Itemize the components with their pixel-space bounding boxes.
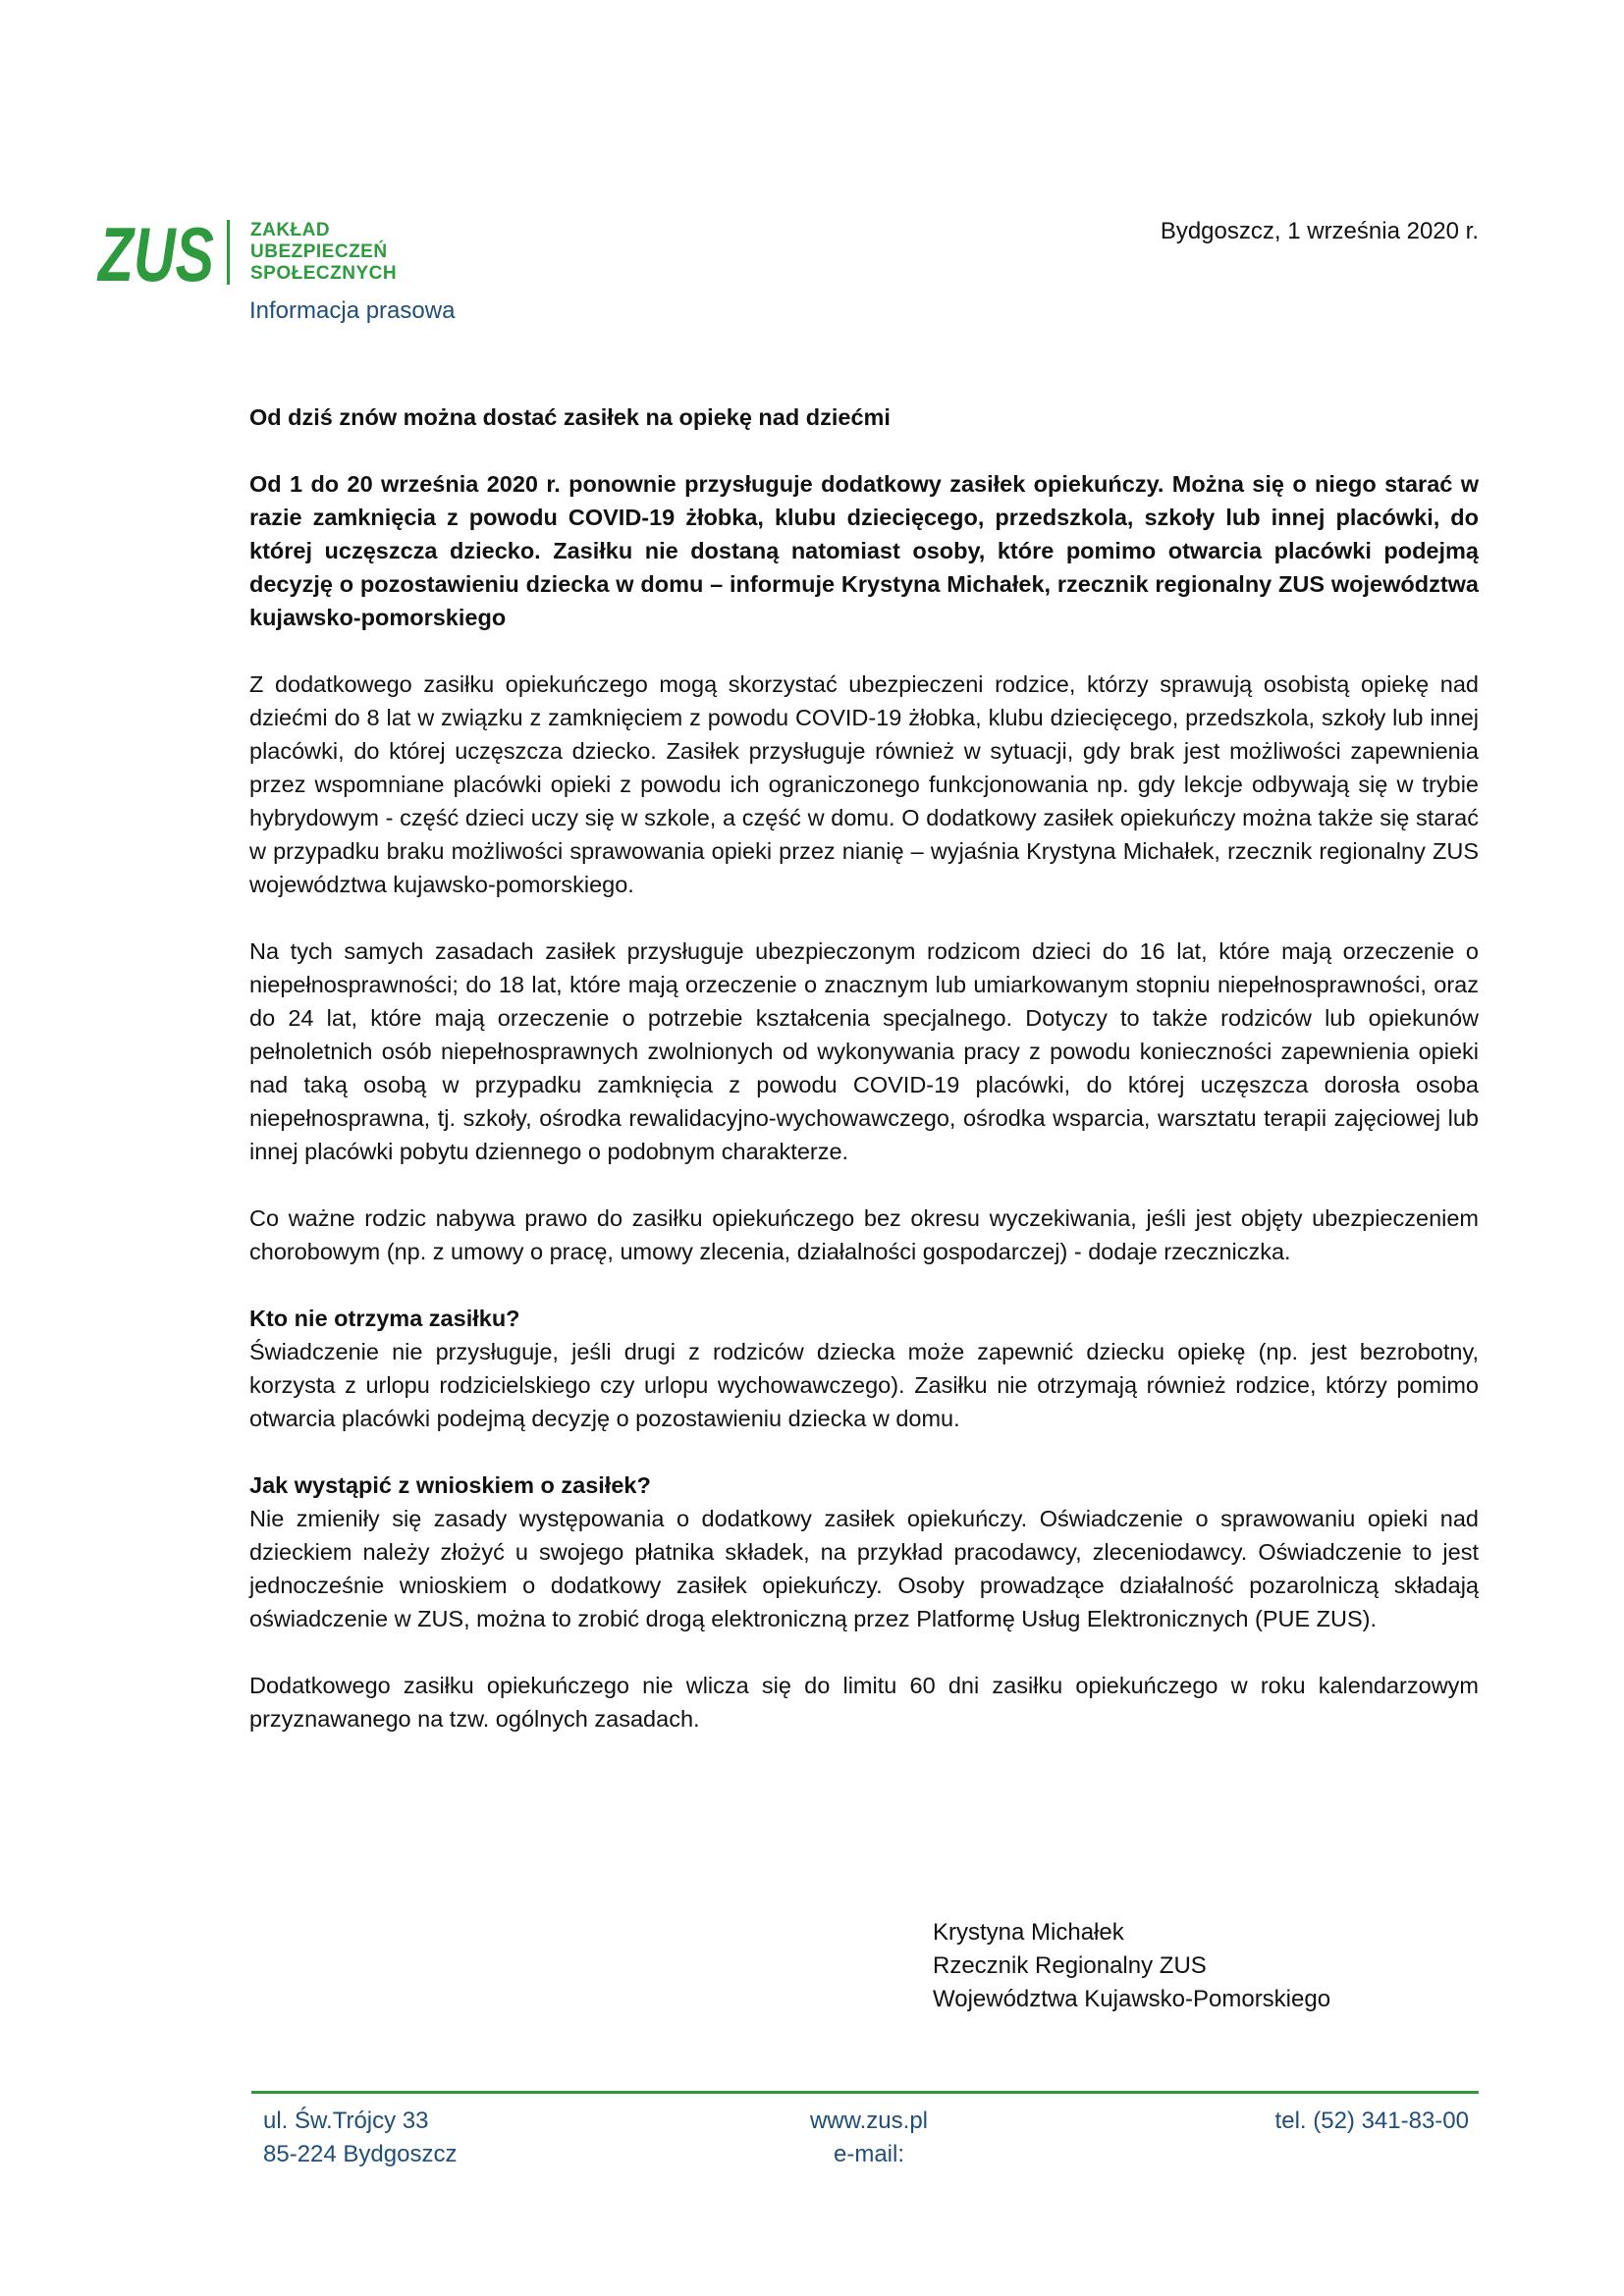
zus-logo: [96, 211, 491, 297]
footer-divider: [251, 2091, 1479, 2094]
document-type-label: Informacja prasowa: [249, 297, 456, 324]
logo-line-2: UBEZPIECZEŃ: [250, 241, 388, 262]
logo-line-3: SPOŁECZNYCH: [250, 263, 398, 284]
footer-address-line-2: 85-224 Bydgoszcz: [263, 2141, 458, 2167]
zus-logo-mark: [96, 211, 216, 297]
signature-role: Rzecznik Regionalny ZUS: [933, 1952, 1207, 1979]
signature-name: Krystyna Michałek: [933, 1919, 1124, 1946]
logo-divider: [227, 220, 230, 285]
paragraph-4: Świadczenie nie przysługuje, jeśli drugi z rodziców dziecka może zapewnić dziecku opiekę (np. jest bezrobotny, korzysta z urlopu rodzicielskiego czy urlopu wychowawczego). Zasiłku nie otrzymają również rodzice, którzy pomimo otwarcia placówki podejmą decyzję o pozostawieniu dziecka w domu.: [249, 1339, 1479, 1431]
logo-text: [250, 220, 506, 285]
footer-phone: [1275, 2105, 1469, 2138]
subheading-how-to-apply: Jak wystąpić z wnioskiem o zasiłek?: [249, 1472, 651, 1498]
footer-web: [785, 2105, 952, 2171]
footer-address: [263, 2105, 457, 2171]
logo-line-1: ZAKŁAD: [250, 220, 331, 240]
signature-block: [933, 1916, 1330, 2016]
article-lead: Od 1 do 20 września 2020 r. ponownie przysługuje dodatkowy zasiłek opiekuńczy. Można się o niego starać w razie zamknięcia z powodu COVID-19 żłobka, klubu dziecięcego, przedszkola, szkoły lub innej placówki, do której uczęszcza dziecko. Zasiłku nie dostaną natomiast osoby, które pomimo otwarcia placówki podejmą decyzję o pozostawieniu dziecka w domu – informuje Krystyna Michałek, rzecznik regionalny ZUS województwa kujawsko-pomorskiego: [249, 471, 1479, 630]
footer-website-link[interactable]: www.zus.pl: [809, 2108, 929, 2134]
place-and-date: Bydgoszcz, 1 września 2020 r.: [1160, 218, 1479, 244]
zus-logo-wordmark: ZUS: [96, 211, 214, 297]
paragraph-5: Nie zmieniły się zasady występowania o dodatkowy zasiłek opiekuńczy. Oświadczenie o sprawowaniu opieki nad dzieckiem należy złożyć u swojego płatnika składek, na przykład pracodawcy, zleceniodawcy. Oświadczenie to jest jednocześnie wnioskiem o dodatkowy zasiłek opiekuńczy. Osoby prowadzące działalność pozarolniczą składają oświadczenie w ZUS, można to zrobić drogą elektroniczną przez Platformę Usług Elektronicznych (PUE ZUS).: [249, 1506, 1479, 1631]
footer-address-line-1: ul. Św.Trójcy 33: [263, 2108, 429, 2134]
article-body: [249, 400, 1479, 1769]
footer-phone-number: tel. (52) 341-83-00: [1274, 2108, 1469, 2134]
paragraph-1: Z dodatkowego zasiłku opiekuńczego mogą skorzystać ubezpieczeni rodzice, którzy sprawują osobistą opiekę nad dziećmi do 8 lat w związku z zamknięciem z powodu COVID-19 żłobka, klubu dziecięcego, przedszkola, szkoły lub innej placówki, do której uczęszcza dziecko. Zasiłek przysługuje również w sytuacji, gdy brak jest możliwości zapewnienia przez wspomniane placówki opieki z powodu ich ograniczonego funkcjonowania np. gdy lekcje odbywają się w trybie hybrydowym - część dzieci uczy się w szkole, a część w domu. O dodatkowy zasiłek opiekuńczy można także się starać w przypadku braku możliwości sprawowania opieki przez nianię – wyjaśnia Krystyna Michałek, rzecznik regionalny ZUS województwa kujawsko-pomorskiego.: [249, 671, 1479, 897]
article-title: Od dziś znów można dostać zasiłek na opiekę nad dziećmi: [249, 404, 891, 430]
subheading-who-not-eligible: Kto nie otrzyma zasiłku?: [249, 1306, 520, 1331]
paragraph-6: Dodatkowego zasiłku opiekuńczego nie wlicza się do limitu 60 dni zasiłku opiekuńczego w roku kalendarzowym przyznawanego na tzw. ogólnych zasadach.: [249, 1673, 1479, 1732]
signature-region: Województwa Kujawsko-Pomorskiego: [933, 1986, 1331, 2012]
footer-email-label: e-mail:: [833, 2141, 904, 2167]
paragraph-2: Na tych samych zasadach zasiłek przysługuje ubezpieczonym rodzicom dzieci do 16 lat, które mają orzeczenie o niepełnosprawności; do 18 lat, które mają orzeczenie o znacznym lub umiarkowanym stopniu niepełnosprawności, oraz do 24 lat, które mają orzeczenie o potrzebie kształcenia specjalnego. Dotyczy to także rodziców lub opiekunów pełnoletnich osób niepełnosprawnych zwolnionych od wykonywania pracy z powodu konieczności zapewnienia opieki nad taką osobą w przypadku zamknięcia z powodu COVID-19 placówki, do której uczęszcza dorosła osoba niepełnosprawna, tj. szkoły, ośrodka rewalidacyjno-wychowawczego, ośrodka wsparcia, warsztatu terapii zajęciowej lub innej placówki pobytu dziennego o podobnym charakterze.: [249, 938, 1479, 1164]
paragraph-3: Co ważne rodzic nabywa prawo do zasiłku opiekuńczego bez okresu wyczekiwania, jeśli jest objęty ubezpieczeniem chorobowym (np. z umowy o pracę, umowy zlecenia, działalności gospodarczej) - dodaje rzeczniczka.: [249, 1205, 1479, 1264]
